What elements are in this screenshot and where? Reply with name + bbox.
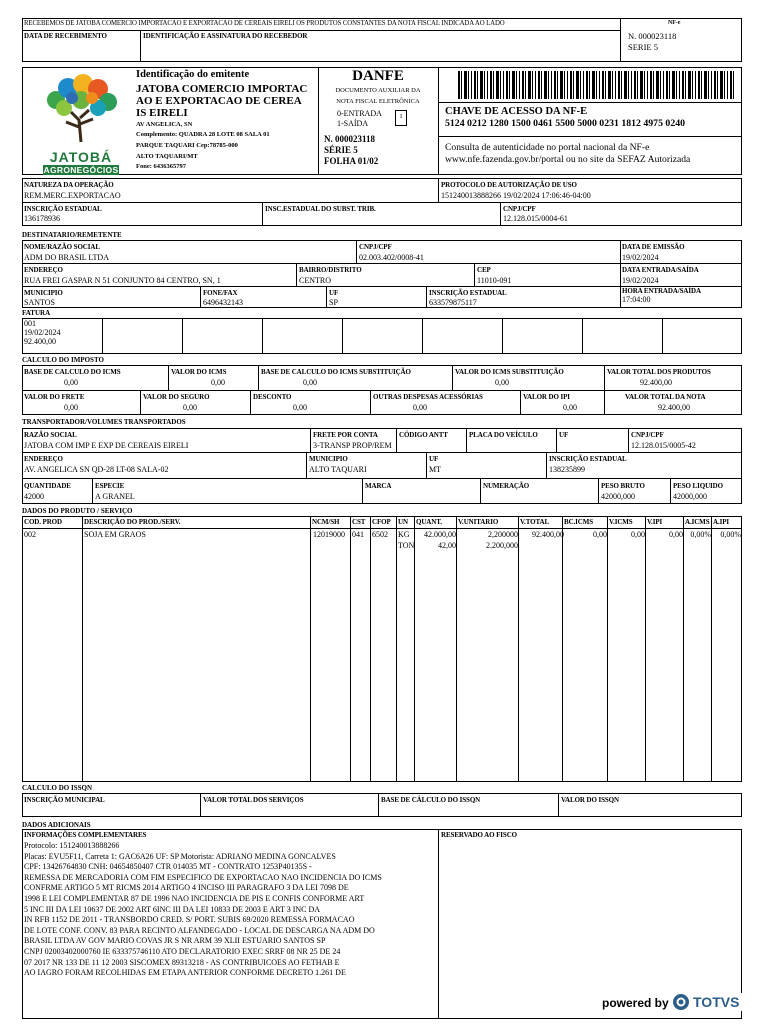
emitter-phone: Fone: 6436365797 (136, 163, 187, 170)
carrier-address: AV. ANGELICA SN QD-28 LT-08 SALA-02 (24, 465, 169, 474)
qty-label: QUANTIDADE (24, 482, 71, 490)
protocol-value: 151240013888266 19/02/2024 17:06:46-04:00 (441, 191, 591, 200)
issqn-base-label: BASE DE CÁLCULO DO ISSQN (381, 796, 481, 804)
emitter-heading: Identificação do emitente (136, 69, 250, 80)
product-unit-2: TON (398, 541, 415, 550)
product-v-ipi: 0,00 (669, 530, 683, 539)
recipient-city: SANTOS (24, 298, 55, 307)
nature-label: NATUREZA DA OPERAÇÃO (24, 181, 114, 189)
logo-sub: AGRONEGÓCIOS (43, 165, 119, 175)
recipient-phone: 6496432143 (203, 298, 243, 307)
product-desc: SOJA EM GRAOS (84, 530, 146, 539)
emitter-city: ALTO TAQUARI/MT (136, 153, 198, 160)
invoice-section: FATURA (22, 309, 51, 317)
danfe-exit: 1-SAÍDA (337, 119, 369, 128)
carrier-ie-label: INSCRIÇÃO ESTADUAL (549, 455, 627, 463)
recipient-address: RUA FREI GASPAR N 51 CONJUNTO 84 CENTRO, SN, 1 (24, 276, 221, 285)
recipient-address-label: ENDEREÇO (24, 266, 63, 274)
recipient-ie: 633579875117 (429, 298, 477, 307)
carrier-city-label: MUNICIPIO (309, 455, 348, 463)
carrier-cnpj: 12.128.015/0005-42 (631, 441, 696, 450)
powered-by: powered by (599, 996, 672, 1010)
icms-st-label: VALOR DO ICMS SUBSTITUIÇÃO (455, 368, 564, 376)
recipient-ie-label: INSCRIÇÃO ESTADUAL (429, 289, 507, 297)
recipient-uf-label: UF (329, 289, 339, 297)
receipt-date-label: DATA DE RECEBIMENTO (24, 32, 107, 40)
base-st-label: BASE DE CALCULO DO ICMS SUBSTITUIÇÃO (261, 368, 411, 376)
cnpj-value: 12.128.015/0004-61 (503, 214, 568, 223)
recipient-cnpj-label: CNPJ/CPF (359, 243, 392, 251)
product-col-header: A.IPI (713, 518, 730, 526)
danfe-serie: SÉRIE 5 (324, 145, 358, 155)
invoice-total-label: VALOR TOTAL DA NOTA (625, 393, 706, 401)
base-icms-label: BASE DE CALCULO DO ICMS (24, 368, 121, 376)
carrier-city: ALTO TAQUARI (309, 465, 367, 474)
info-line: CNPJ 02003402000760 IE 633375746110 ATO DECLARATORIO EXEC SRRF 08 NR 25 DE 24 (24, 946, 341, 956)
access-key: 5124 0212 1280 1500 0461 5500 5000 0231 1812 4975 0240 (445, 118, 686, 129)
danfe-number: N. 000023118 (324, 134, 376, 144)
other-label: OUTRAS DESPESAS ACESSÓRIAS (373, 393, 483, 401)
totvs-icon (672, 993, 690, 1011)
recipient-cep-label: CEP (477, 266, 491, 274)
insurance-value: 0,00 (183, 403, 197, 412)
invoice-value: 92.400,00 (24, 337, 56, 346)
products-section: DADOS DO PRODUTO / SERVIÇO (22, 507, 133, 515)
freight-label: VALOR DO FRETE (24, 393, 85, 401)
logo-brand: JATOBÁ (49, 149, 113, 165)
emitter-name-3: IS EIRELI (136, 107, 188, 119)
ipi-value: 0,00 (563, 403, 577, 412)
carrier-uf2: MT (429, 465, 441, 474)
product-a-ipi: 0,00% (720, 530, 741, 539)
info-line: CPF: 13426764830 CNH: 04654850407 CTR 014035 MT - CONTRATO 1253P40135S - (24, 862, 312, 872)
carrier-ie: 138235899 (549, 465, 585, 474)
info-line: 1998 E LEI COMPLEMENTAR 87 DE 1996 NAO INCIDENCIA DE PIS E CONFIS CONFORME ART (24, 893, 365, 903)
product-qty-2: 42,00 (438, 541, 456, 550)
protocol-label: PROTOCOLO DE AUTORIZAÇÃO DE USO (441, 181, 577, 189)
product-col-header: CFOP (372, 518, 391, 526)
ie-subst-label: INSC.ESTADUAL DO SUBST. TRIB. (265, 205, 376, 213)
issqn-im-label: INSCRIÇÃO MUNICIPAL (24, 796, 105, 804)
product-col-header: CST (352, 518, 366, 526)
product-unit-1: KG (398, 530, 410, 539)
cnpj-label: CNPJ/CPF (503, 205, 536, 213)
gross-weight-label: PESO BRUTO (601, 482, 645, 490)
freight-value: 0,00 (64, 403, 78, 412)
access-key-label: CHAVE DE ACESSO DA NF-E (445, 106, 588, 117)
products-total-value: 92.400,00 (640, 378, 672, 387)
inout-label: DATA ENTRADA/SAÍDA (622, 266, 699, 274)
recipient-city-label: MUNICIPIO (24, 289, 63, 297)
product-col-header: V.ICMS (609, 518, 633, 526)
product-col-header: A.ICMS (685, 518, 710, 526)
info-line: IN RFB 1152 DE 2011 - TRANSBORDO CRED. S/ PORT. SUBIS 69/2020 REMESSA FORMACAO (24, 915, 355, 925)
invoice-number: 001 (24, 319, 36, 328)
issqn-value-label: VALOR DO ISSQN (561, 796, 619, 804)
transport-section: TRANSPORTADOR/VOLUMES TRANSPORTADOS (22, 418, 186, 426)
base-st-value: 0,00 (303, 378, 317, 387)
info-label: INFORMAÇÕES COMPLEMENTARES (24, 831, 147, 839)
species-value: A GRANEL (95, 492, 135, 501)
product-unit-price-2: 2.200,000 (486, 541, 518, 550)
totvs-logo (672, 993, 743, 1011)
inout-value: 19/02/2024 (622, 276, 659, 285)
carrier-name: JATOBA COM IMP E EXP DE CEREAIS EIRELI (24, 441, 189, 450)
species-label: ESPECIE (95, 482, 125, 490)
net-weight: 42000,000 (673, 492, 707, 501)
product-cst: 041 (352, 530, 364, 539)
emitter-name-1: JATOBA COMERCIO IMPORTAC (136, 83, 308, 95)
product-total: 92.400,00 (532, 530, 564, 539)
info-line: DE LOTE CONF. CONV. 83 PARA RECINTO ALFANDEGADO - LOCAL DE DESCARGA NA ADM DO (24, 925, 375, 935)
recipient-name: ADM DO BRASIL LTDA (24, 253, 109, 262)
danfe-type-value: 1 (399, 113, 403, 120)
consult-text-1: Consulta de autenticidade no portal nacional da NF-e (445, 142, 650, 153)
ie-label: INSCRIÇÃO ESTADUAL (24, 205, 102, 213)
emission-label: DATA DE EMISSÃO (622, 243, 685, 251)
danfe-entry: 0-ENTRADA (337, 109, 382, 118)
recipient-phone-label: FONE/FAX (203, 289, 238, 297)
brand-label: MARCA (365, 482, 392, 490)
freight-mode: 3-TRANSP PROP/REM (313, 441, 392, 450)
product-v-icms: 0,00 (631, 530, 645, 539)
invoice-total-value: 92.400,00 (658, 403, 690, 412)
invoice-date: 19/02/2024 (24, 328, 61, 337)
issqn-section: CALCULO DO ISSQN (22, 784, 93, 792)
recipient-district-label: BAIRRO/DISTRITO (299, 266, 362, 274)
product-col-header: V.IPI (647, 518, 663, 526)
emitter-address: AV ANGELICA, SN (136, 121, 193, 128)
products-total-label: VALOR TOTAL DOS PRODUTOS (607, 368, 711, 376)
insurance-label: VALOR DO SEGURO (143, 393, 210, 401)
product-a-icms: 0,00% (690, 530, 711, 539)
consult-text-2: www.nfe.fazenda.gov.br/portal ou no site da SEFAZ Autorizada (445, 154, 691, 165)
receipt-sign-label: IDENTIFICAÇÃO E ASSINATURA DO RECEBEDOR (143, 32, 308, 40)
gross-weight: 42000,000 (601, 492, 635, 501)
additional-section: DADOS ADICIONAIS (22, 821, 91, 829)
numbering-label: NUMERAÇÃO (483, 482, 530, 490)
receipt-serie: SERIE 5 (628, 42, 658, 52)
company-logo (36, 72, 126, 175)
product-col-header: DESCRIÇÃO DO PROD./SERV. (84, 518, 181, 526)
recipient-cep: 11010-091 (477, 276, 512, 285)
emitter-complement: Complemento: QUADRA 28 LOTE 08 SALA 01 (136, 131, 270, 138)
recipient-uf: SP (329, 298, 338, 307)
nature-value: REM.MERC.EXPORTACAO (24, 191, 121, 200)
issqn-services-label: VALOR TOTAL DOS SERVIÇOS (203, 796, 304, 804)
emission-value: 19/02/2024 (622, 253, 659, 262)
totvs-brand: TOTVS (693, 994, 740, 1010)
product-qty-1: 42.000,00 (424, 530, 456, 539)
product-cfop: 6502 (372, 530, 388, 539)
emitter-name-2: AO E EXPORTACAO DE CEREA (136, 95, 302, 107)
products-table (22, 516, 742, 782)
other-value: 0,00 (413, 403, 427, 412)
recipient-section: DESTINATARIO/REMETENTE (22, 231, 122, 239)
product-unit-price-1: 2,200000 (488, 530, 518, 539)
additional-info-text (24, 841, 436, 979)
recipient-cnpj: 02.003.402/0008-41 (359, 253, 424, 262)
product-col-header: NCM/SH (312, 518, 340, 526)
recipient-name-label: NOME/RAZÃO SOCIAL (24, 243, 100, 251)
carrier-name-label: RAZÃO SOCIAL (24, 431, 77, 439)
product-col-header: V.UNITARIO (458, 518, 499, 526)
icms-st-value: 0,00 (495, 378, 509, 387)
product-code: 002 (24, 530, 36, 539)
info-line: REMESSA DE MERCADORIA COM FIM ESPECIFICO DE EXPORTACAO NAO INCIDENCIA DO ICMS (24, 872, 382, 882)
receipt-text: RECEBEMOS DE JATOBA COMERCIO IMPORTACAO E EXPORTACAO DE CEREAIS EIRELI OS PRODUTOS CONSTANTES DA NOTA FISCAL INDICADA AO LADO (24, 20, 505, 27)
net-weight-label: PESO LIQUIDO (673, 482, 723, 490)
danfe-title: DANFE (352, 68, 404, 84)
ipi-label: VALOR DO IPI (523, 393, 570, 401)
antt-label: CÓDIGO ANTT (399, 431, 448, 439)
hour-label: HORA ENTRADA/SAÍDA (622, 287, 701, 295)
hour-value: 17:04:00 (622, 295, 651, 304)
info-line: BRASIL LTDA AV GOV MARIO COVAS JR S NR ARM 39 XLII ESTUARIO SANTOS SP (24, 936, 326, 946)
product-col-header: UN (398, 518, 408, 526)
tax-section: CALCULO DO IMPOSTO (22, 356, 104, 364)
reserved-label: RESERVADO AO FISCO (441, 831, 518, 839)
danfe-folha: FOLHA 01/02 (324, 156, 379, 166)
icms-label: VALOR DO ICMS (171, 368, 227, 376)
info-line: Placas: EVU5F11, Carreta 1: GAC6A26 UF: SP Motorista: ADRIANO MEDINA GONCALVES (24, 851, 336, 861)
discount-label: DESCONTO (253, 393, 292, 401)
info-line: CONFRME ARTIGO 5 MT RICMS 2014 ARTIGO 4 INCISO III PARAGRAFO 3 DA LEI 7098 DE (24, 883, 349, 893)
product-col-header: BC.ICMS (564, 518, 594, 526)
danfe-subtitle-1: DOCUMENTO AUXILIAR DA (335, 87, 421, 94)
carrier-uf-label: UF (559, 431, 569, 439)
receipt-nfe-label: NF-e (668, 20, 681, 26)
access-key-barcode (458, 71, 734, 99)
product-col-header: COD. PROD (24, 518, 62, 526)
freight-mode-label: FRETE POR CONTA (313, 431, 378, 439)
qty-value: 42000 (24, 492, 44, 501)
ie-value: 136178936 (24, 214, 60, 223)
product-col-header: QUANT. (416, 518, 442, 526)
danfe-subtitle-2: NOTA FISCAL ELETRÔNICA (336, 98, 420, 105)
icms-value: 0,00 (211, 378, 225, 387)
product-col-header: V.TOTAL (520, 518, 550, 526)
invoice-box (22, 318, 742, 354)
discount-value: 0,00 (293, 403, 307, 412)
info-line: AO IAGRO FORAM RECOLHIDAS EM ETAPA ANTERIOR CONFORME DECRETO 1.261 DE (24, 968, 346, 978)
product-ncm: 12019000 (313, 530, 345, 539)
emitter-district: PARQUE TAQUARI Cep:78785-000 (136, 142, 238, 149)
receipt-number: N. 000023118 (628, 31, 677, 41)
product-bc-icms: 0,00 (593, 530, 607, 539)
info-line: 5 INC III DA LEI 10637 DE 2002 ART 6INC III DA LEI 10833 DE 2003 E ART 3 INC DA (24, 904, 321, 914)
carrier-address-label: ENDEREÇO (24, 455, 63, 463)
info-line: 07 2017 NR 133 DE 11 12 2003 SISCOMEX 89313218 - AS CONTRIBUICOES AO FETHAB E (24, 957, 340, 967)
tree-icon (36, 72, 126, 144)
info-line: Protocolo: 151240013888266 (24, 841, 120, 850)
recipient-district: CENTRO (299, 276, 331, 285)
plate-label: PLACA DO VEÍCULO (469, 431, 538, 439)
carrier-cnpj-label: CNPJ/CPF (631, 431, 664, 439)
carrier-uf2-label: UF (429, 455, 439, 463)
base-icms-value: 0,00 (64, 378, 78, 387)
